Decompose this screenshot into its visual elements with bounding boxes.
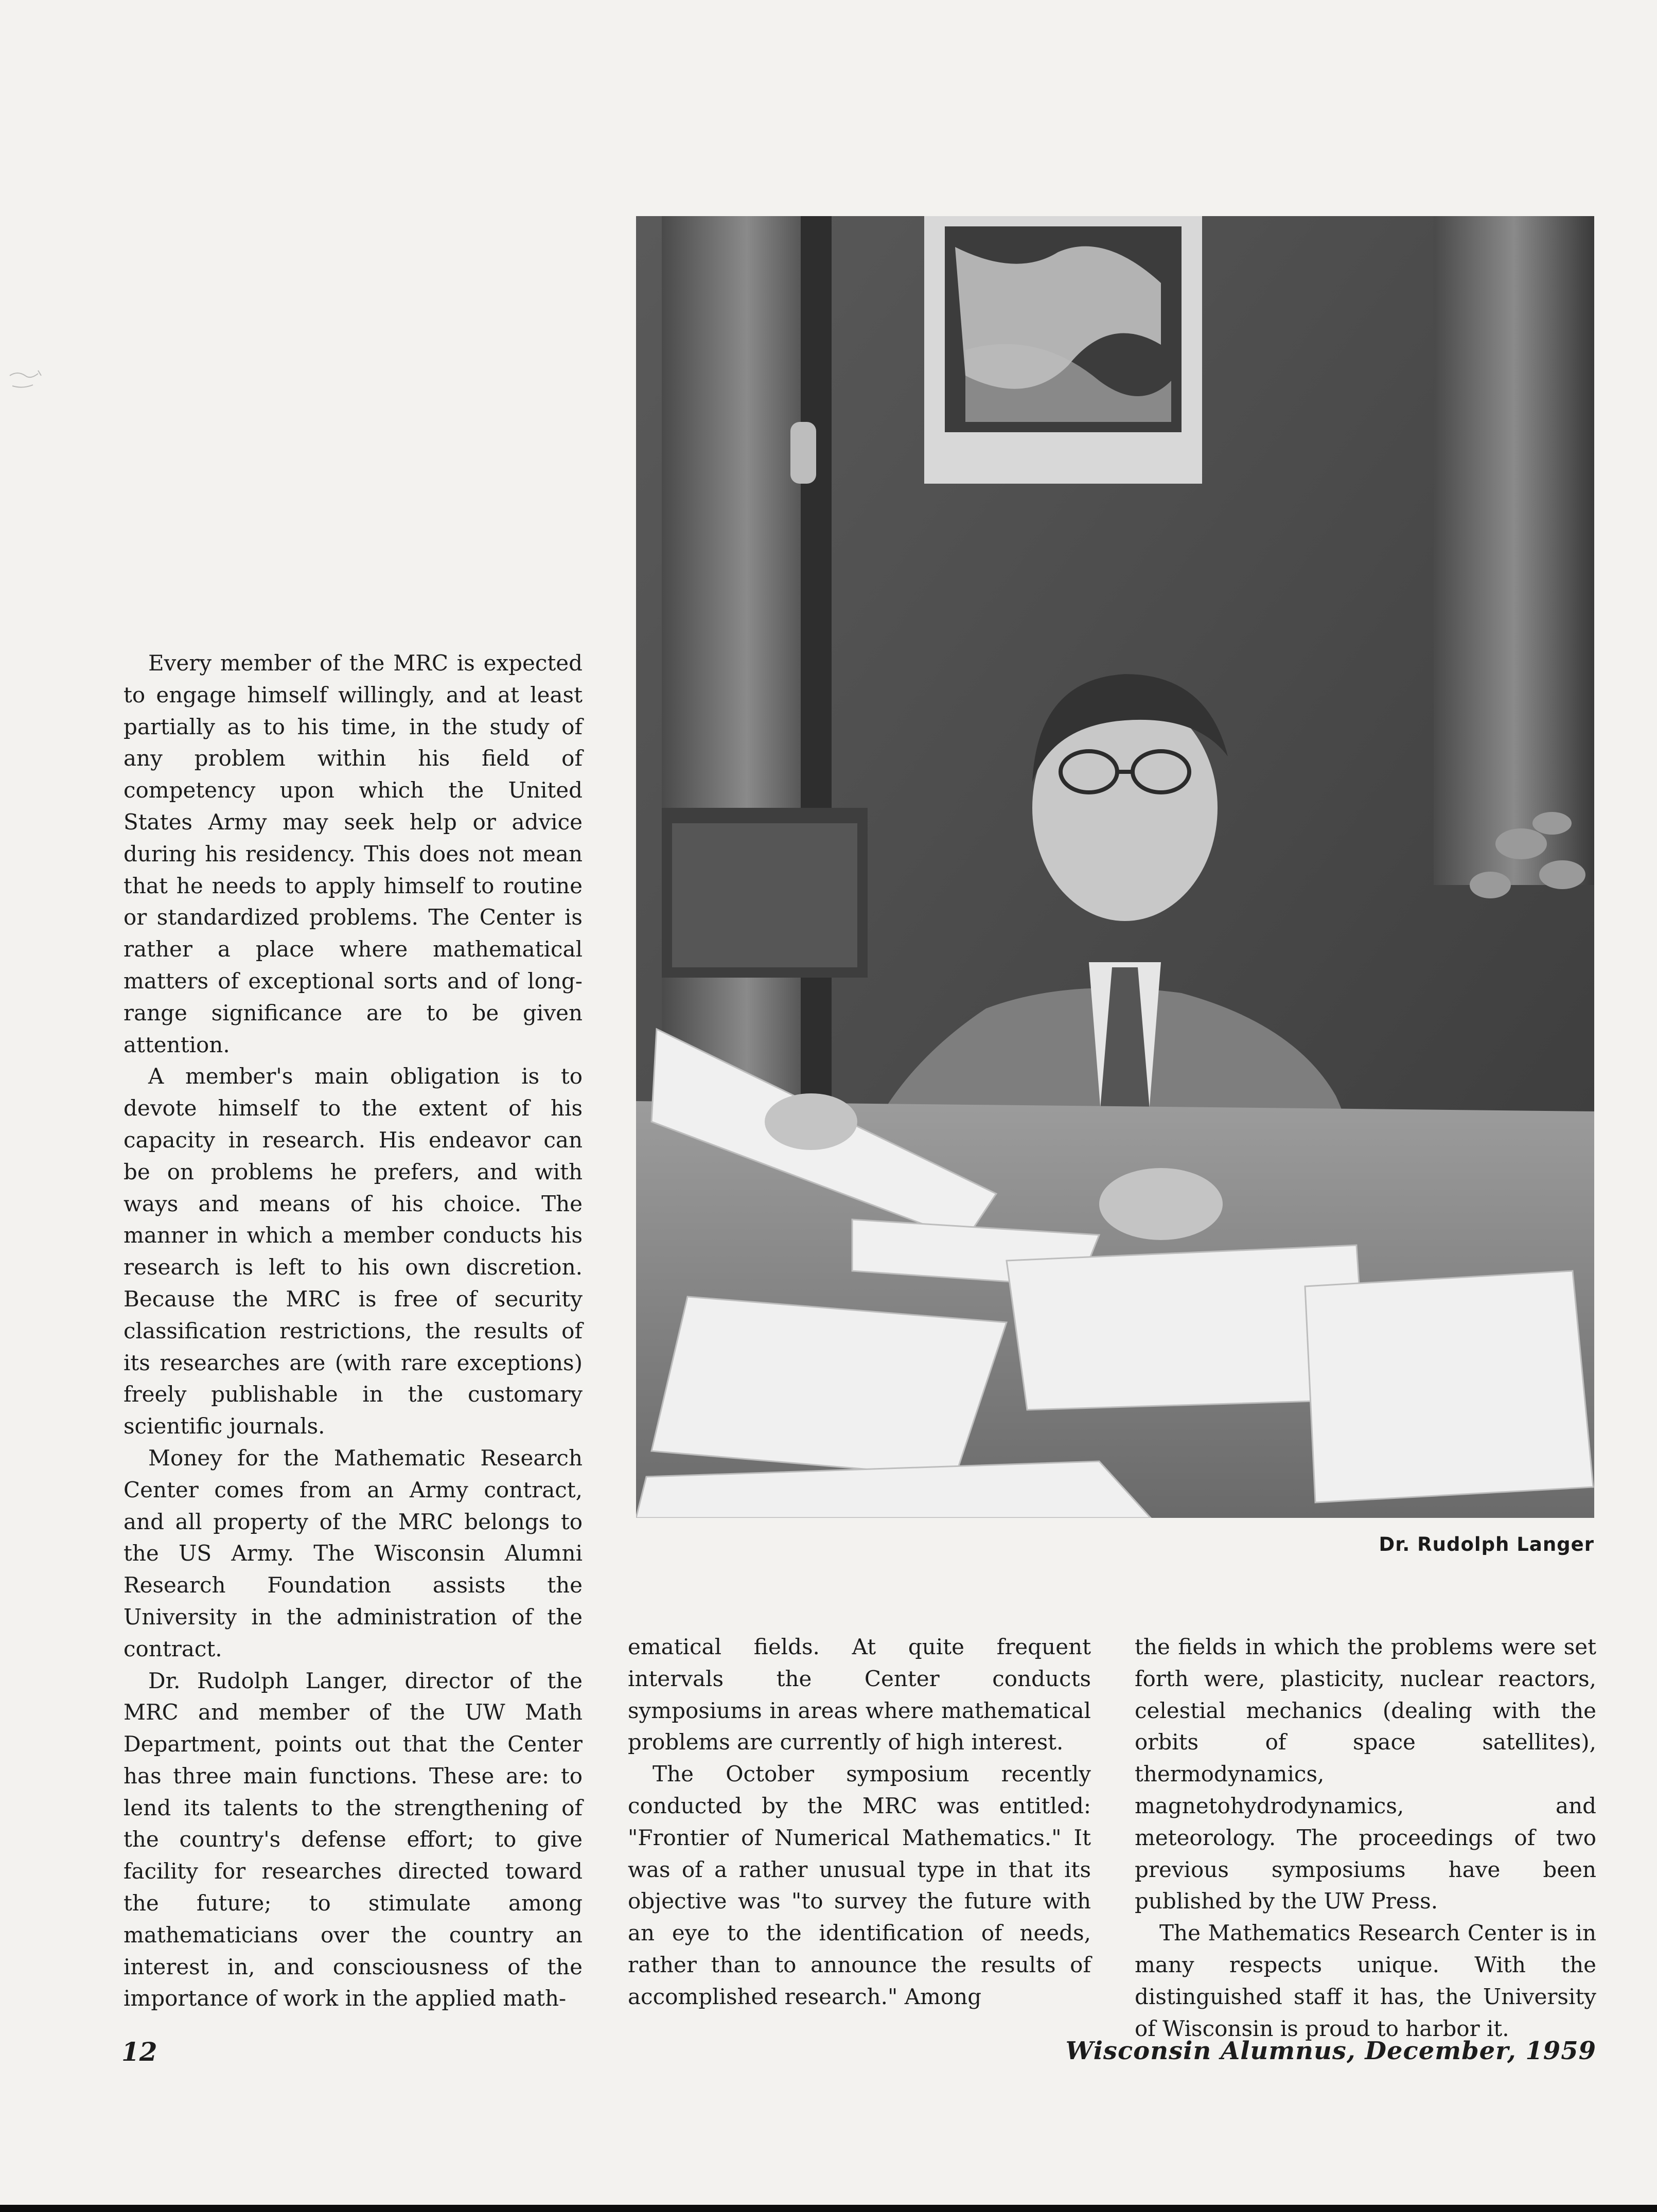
scan-edge <box>0 2205 1657 2212</box>
portrait-photo <box>636 216 1594 1518</box>
article-column-left <box>124 647 583 2014</box>
right-curtain <box>1434 216 1594 885</box>
paragraph: The Mathematics Research Center is in many respects unique. With the distinguished staff it has, the University of Wisconsin is proud to harbor it. <box>1135 1920 1596 2041</box>
paragraph: A member's main obligation is to devote himself to the extent of his capacity in research. His endeavor can be on problems he prefers, and with ways and means of his choice. The manner in which a member conducts his research is left to his own discretion. Because the MRC is free of security classification restrictions, the results of its researches are (with rare exceptions) freely publishable in the customary scientific journals. <box>124 1064 583 1439</box>
page-number: 12 <box>121 2037 157 2067</box>
paragraph: The October symposium recently conducted by the MRC was entitled: "Frontier of Numerical Mathematics." It was of a rather unusual type in that its objective was "to survey the future with an eye to the identification of needs, rather than to announce the results of accomplished research." Among <box>628 1761 1091 2009</box>
paragraph: ematical fields. At quite frequent intervals the Center conducts symposiums in areas where mathematical problems are currently of high interest. <box>628 1634 1091 1755</box>
photo-caption: Dr. Rudolph Langer <box>1379 1533 1594 1555</box>
margin-smudge <box>7 360 54 401</box>
article-column-middle <box>628 1631 1091 2013</box>
paragraph: the fields in which the problems were set forth were, plasticity, nuclear reactors, celestial mechanics (dealing with the orbits of space satellites), thermodynamics, magnetohydrodynamics, and meteorology. The proceedings of two previous symposiums have been published by the UW Press. <box>1135 1634 1596 1914</box>
hand-left <box>765 1093 857 1150</box>
article-column-right <box>1135 1631 1596 2044</box>
paragraph: Every member of the MRC is expected to engage himself willingly, and at least partially as to his time, in the study of any problem within his field of competency upon which the United States Army may seek help or advice during his residency. This does not mean that he needs to apply himself to routine or standardized problems. The Center is rather a place where mathematical matters of exceptional sorts and of long-range significance are to be given attention. <box>124 650 583 1057</box>
hand-right <box>1099 1168 1223 1240</box>
paragraph: Dr. Rudolph Langer, director of the MRC and member of the UW Math Department, points out that the Center has three main functions. These are: to lend its talents to the strengthening of the country's defense effort; to give facility for researches directed toward the future; to stimulate among mathematicians over the country an interest in, and consciousness of the importance of work in the applied math- <box>124 1668 583 2011</box>
paragraph: Money for the Mathematic Research Center comes from an Army contract, and all property of the MRC belongs to the US Army. The Wisconsin Alumni Research Foundation assists the University in the administration of the contract. <box>124 1445 583 1661</box>
journal-footer: Wisconsin Alumnus, December, 1959 <box>1065 2037 1596 2065</box>
